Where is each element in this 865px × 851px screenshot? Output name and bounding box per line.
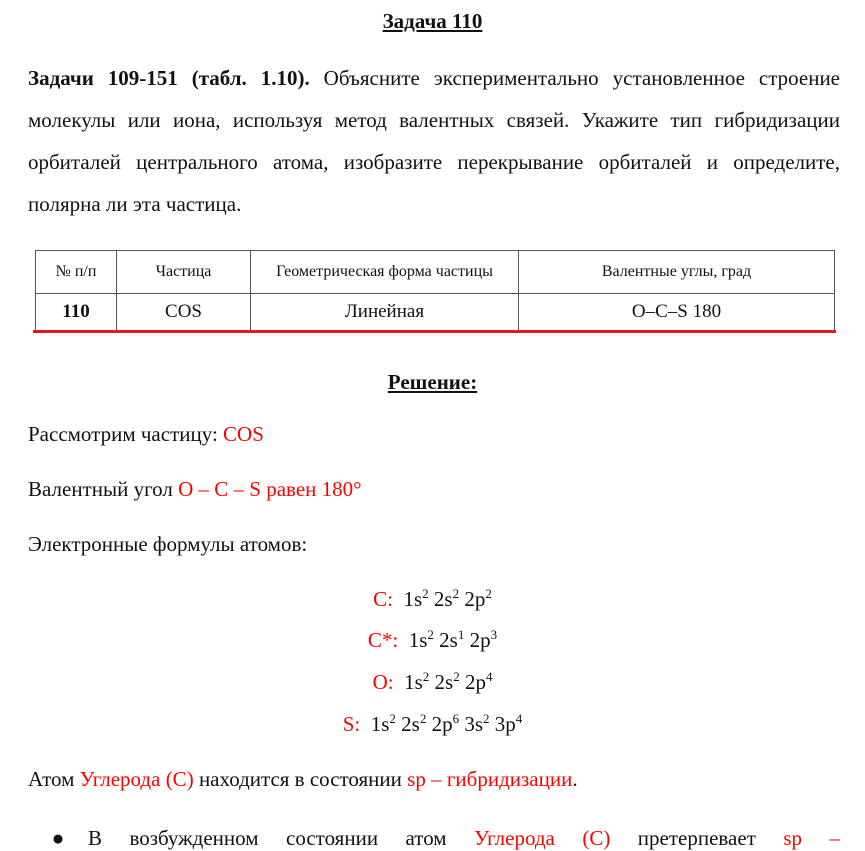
cell-particle: COS bbox=[117, 294, 251, 331]
electron-count: 2 bbox=[485, 586, 492, 601]
electron-count: 6 bbox=[452, 711, 460, 726]
hybrid-text-3: . bbox=[572, 767, 578, 791]
header-number: № п/п bbox=[36, 251, 117, 294]
orbital: 1s bbox=[370, 712, 390, 736]
header-angles: Валентные углы, град bbox=[519, 251, 835, 294]
orbital: 1s bbox=[404, 670, 423, 694]
orbital: 1s bbox=[403, 587, 423, 611]
consider-line bbox=[28, 422, 264, 447]
task-range: Задачи 109-151 (табл. 1.10). bbox=[28, 66, 310, 90]
orbital: 1s bbox=[408, 628, 428, 652]
orbital: 3s bbox=[464, 712, 484, 736]
electron-count: 2 bbox=[422, 669, 430, 684]
consider-particle: COS bbox=[223, 422, 264, 446]
cell-angles: O–C–S 180 bbox=[519, 294, 835, 331]
header-particle: Частица bbox=[117, 251, 251, 294]
formulas-heading: Электронные формулы атомов: bbox=[28, 532, 308, 556]
hybrid-text-1: Атом bbox=[28, 767, 80, 791]
task-title: Задача 110 bbox=[382, 9, 483, 33]
task-text: Объясните экспериментально установленное строение молекулы или иона, используя метод валентных связей. Укажите тип гибридизации орбиталей центрального атома, изобразите перекрывание орбиталей и определите, полярна ли эта частица. bbox=[28, 66, 841, 216]
bullet-icon: ● bbox=[51, 826, 65, 850]
consider-text: Рассмотрим частицу: bbox=[28, 422, 224, 446]
orbital: 2s bbox=[439, 628, 458, 652]
formula-atom: C: bbox=[373, 587, 393, 611]
electron-count: 2 bbox=[419, 711, 427, 726]
cell-number: 110 bbox=[36, 294, 117, 331]
hybrid-type: sp – гибридизации bbox=[407, 767, 573, 791]
orbital: 2s bbox=[434, 670, 454, 694]
task-statement bbox=[28, 57, 840, 225]
bullet-atom: Углерода (С) bbox=[474, 826, 611, 850]
electron-count: 4 bbox=[485, 669, 493, 684]
electron-count: 2 bbox=[422, 586, 429, 601]
formula-atom: C*: bbox=[367, 628, 399, 652]
bullet-item bbox=[28, 826, 840, 851]
solution-heading: Решение: bbox=[387, 370, 478, 394]
formula-atom: O: bbox=[372, 670, 394, 694]
electron-count: 2 bbox=[427, 627, 434, 642]
electron-formula bbox=[0, 587, 865, 612]
orbital: 2p bbox=[431, 712, 453, 736]
electron-count: 2 bbox=[452, 586, 460, 601]
electron-count: 4 bbox=[515, 711, 523, 726]
electron-formula bbox=[0, 670, 865, 695]
bullet-text bbox=[88, 826, 840, 851]
task-table bbox=[35, 250, 835, 331]
orbital: 3p bbox=[494, 712, 516, 736]
electron-count: 2 bbox=[389, 711, 396, 726]
bullet-text-2: претерпевает bbox=[610, 826, 784, 850]
bullet-text-1: В возбужденном состоянии атом bbox=[88, 826, 475, 850]
table-header-row bbox=[36, 251, 835, 294]
header-shape: Геометрическая форма частицы bbox=[251, 251, 519, 294]
electron-count: 2 bbox=[483, 711, 490, 726]
red-underline bbox=[33, 330, 836, 333]
orbital: 2p bbox=[469, 628, 491, 652]
hybridization-line bbox=[28, 767, 578, 792]
electron-formula bbox=[0, 712, 865, 737]
bullet-type: sp – bbox=[783, 826, 841, 850]
angle-line bbox=[28, 477, 362, 502]
electron-count: 1 bbox=[457, 627, 465, 642]
angle-value: O – C – S равен 180° bbox=[178, 477, 362, 501]
angle-text: Валентный угол bbox=[28, 477, 179, 501]
hybrid-text-2: находится в состоянии bbox=[193, 767, 408, 791]
electron-count: 3 bbox=[490, 627, 498, 642]
cell-shape: Линейная bbox=[251, 294, 519, 331]
orbital: 2s bbox=[401, 712, 420, 736]
orbital: 2s bbox=[433, 587, 453, 611]
hybrid-atom: Углерода (С) bbox=[79, 767, 194, 791]
orbital: 2p bbox=[464, 670, 486, 694]
orbital: 2p bbox=[464, 587, 486, 611]
electron-formula bbox=[0, 628, 865, 653]
electron-count: 2 bbox=[453, 669, 460, 684]
formula-atom: S: bbox=[342, 712, 361, 736]
table-row bbox=[36, 294, 835, 331]
